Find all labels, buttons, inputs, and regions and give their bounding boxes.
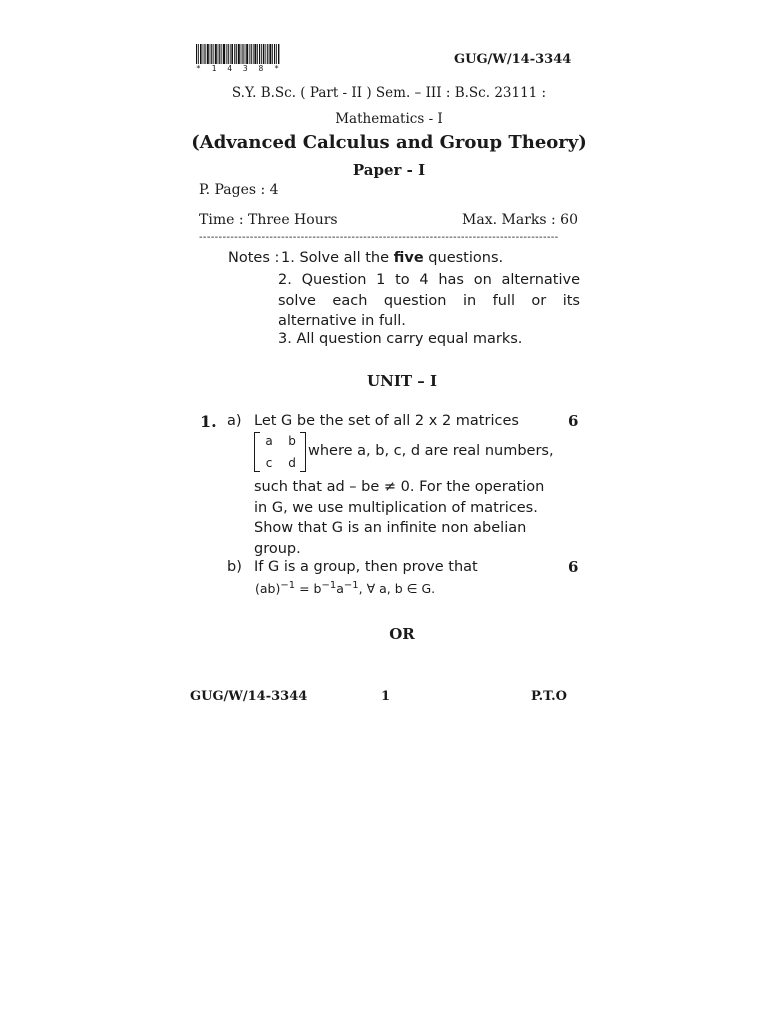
max-marks: Max. Marks : 60 [462,212,578,228]
matrix [254,432,306,472]
question-text: If G is a group, then prove that [254,559,478,575]
page-count: P. Pages : 4 [199,182,279,198]
question-text: where a, b, c, d are real numbers, [308,443,554,459]
subject-line: Mathematics - I [335,111,443,127]
note-text: Solve all the [299,250,394,266]
matrix-cell: d [288,456,296,470]
note-number: 3. [278,331,292,347]
matrix-cell: c [265,456,273,470]
formula-part: = b [295,581,322,597]
formula-part: a [336,581,344,597]
note-item [281,250,503,266]
formula-exponent: −1 [280,580,296,591]
paper-number: Paper - I [352,161,426,179]
footer-page-number: 1 [381,689,391,704]
subquestion-label: b) [227,559,242,575]
barcode-digits: * 1 4 3 8 * [196,64,282,73]
footer-pto: P.T.O [531,689,567,704]
unit-heading: UNIT – I [367,372,437,390]
question-text: Let G be the set of all 2 x 2 matrices [254,413,519,429]
course-line: S.Y. B.Sc. ( Part - II ) Sem. – III : B.Sc. 23111 : [231,85,547,101]
note-text: All question carry equal marks. [296,331,523,347]
question-marks: 6 [568,412,579,430]
note-text: questions. [423,250,504,266]
matrix-cell: a [265,434,273,448]
question-number: 1. [200,412,217,431]
note-text: Question 1 to 4 has on alternative solve each question in full or its alternative in full. [278,272,580,329]
notes-label: Notes : [228,250,280,266]
formula [255,580,435,596]
note-emphasis: five [393,250,424,266]
exam-time: Time : Three Hours [199,212,338,228]
divider-line: -------------------------------------------------------------------------------------------- [199,232,559,242]
matrix-cell: b [288,434,296,448]
note-number: 2. [278,272,292,288]
paper-title: (Advanced Calculus and Group Theory) [191,132,587,153]
or-separator: OR [389,625,415,643]
formula-exponent: −1 [321,580,337,591]
formula-part: , ∀ a, b ∈ G. [358,581,436,597]
subquestion-label: a) [227,413,242,429]
question-text: such that ad – be ≠ 0. For the operation in G, we use multiplication of matrices. Show that G is an infinite non abelian group. [254,479,545,557]
note-item [278,331,522,347]
formula-part: (ab) [255,581,281,597]
footer-paper-code: GUG/W/14-3344 [190,689,308,704]
question-marks: 6 [568,558,579,576]
matrix-right-bracket [300,432,306,472]
formula-exponent: −1 [343,580,359,591]
note-number: 1. [281,250,295,266]
paper-code: GUG/W/14-3344 [454,52,572,67]
barcode-image [196,44,280,66]
matrix-left-bracket [254,432,260,472]
note-item [278,270,580,332]
